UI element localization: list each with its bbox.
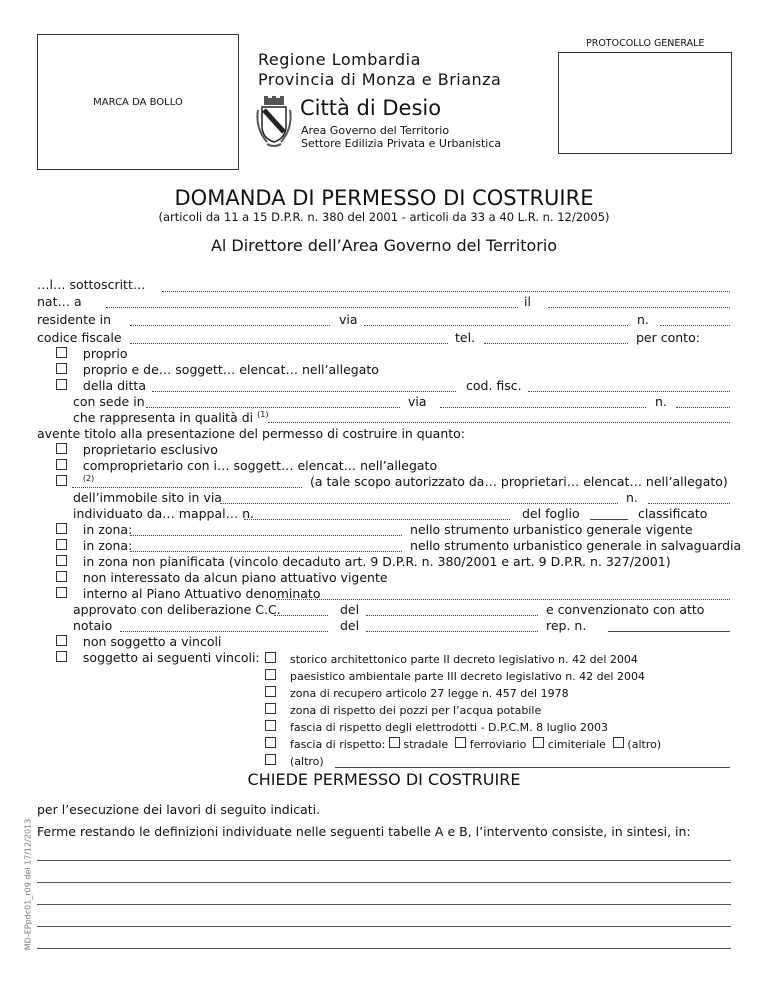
checkbox-zona-vigente[interactable]: [56, 523, 67, 534]
label-strumento-vigente: nello strumento urbanistico generale vigente: [410, 522, 693, 537]
field-zona-vigente[interactable]: [130, 535, 402, 536]
option-zona-salvaguardia[interactable]: [56, 538, 132, 553]
checkbox-vincolo[interactable]: [265, 720, 276, 731]
field-piano-attuativo[interactable]: [276, 599, 730, 600]
option-comproprietario[interactable]: [56, 458, 437, 473]
vincolo-item[interactable]: [265, 703, 541, 717]
field-deliberazione[interactable]: [274, 615, 328, 616]
option-zona-vigente[interactable]: [56, 522, 132, 537]
field-n-sede[interactable]: [676, 407, 730, 408]
label-rep: rep. n.: [546, 618, 587, 633]
vincolo-item[interactable]: [265, 720, 608, 734]
city-crest-icon: [255, 96, 293, 148]
checkbox-cimiteriale[interactable]: [533, 737, 544, 748]
field-foglio[interactable]: [590, 519, 628, 520]
label-strumento-salvaguardia: nello strumento urbanistico generale in salvaguardia: [410, 538, 742, 553]
vincolo-fascia[interactable]: [265, 737, 661, 751]
label-classificato: classificato: [638, 506, 708, 521]
label-zona-vigente: in zona:: [82, 522, 133, 537]
label-vincolo: zona di rispetto dei pozzi per l’acqua potabile: [290, 704, 542, 717]
label-del-foglio: del foglio: [522, 506, 580, 521]
label-via-sede: via: [408, 394, 427, 409]
protocol-label: PROTOCOLLO GENERALE: [586, 38, 705, 49]
label-residente: residente in: [37, 312, 112, 327]
field-sede[interactable]: [146, 407, 400, 408]
chiede-heading: CHIEDE PERMESSO DI COSTRUIRE: [247, 770, 521, 789]
field-codice-fiscale[interactable]: [130, 343, 448, 344]
label-ferroviario: ferroviario: [469, 738, 527, 751]
field-notaio[interactable]: [120, 631, 328, 632]
checkbox-fascia-altro[interactable]: [613, 737, 624, 748]
label-interno-piano: interno al Piano Attuativo denominato: [82, 586, 321, 601]
row-sottoscritto: [37, 277, 145, 292]
label-n-sede: n.: [655, 394, 667, 409]
field-rep[interactable]: [608, 631, 730, 632]
field-tel[interactable]: [484, 343, 628, 344]
option-proprio-altri[interactable]: [56, 362, 379, 377]
sector-name: Settore Edilizia Privata e Urbanistica: [301, 137, 502, 150]
vincolo-altro[interactable]: [265, 754, 324, 768]
field-vincolo-altro[interactable]: [335, 767, 730, 768]
checkbox-autorizzato[interactable]: [56, 475, 67, 486]
label-sottoscritto: …l… sottoscritt…: [37, 277, 146, 292]
checkbox-soggetto[interactable]: [56, 651, 67, 662]
checkbox-vincolo[interactable]: [265, 703, 276, 714]
label-notaio: notaio: [73, 618, 113, 633]
note-1: (1): [257, 410, 269, 419]
chiede-line-2: Ferme restando le definizioni individuate nelle seguenti tabelle A e B, l’intervento consiste, in sintesi, in:: [37, 824, 691, 839]
field-sottoscritto[interactable]: [162, 290, 730, 292]
label-fascia-altro: (altro): [627, 738, 662, 751]
option-proprio[interactable]: [56, 346, 128, 361]
field-n-immobile[interactable]: [648, 503, 730, 504]
stamp-box: [37, 34, 239, 170]
label-convenzionato: e convenzionato con atto: [546, 602, 705, 617]
field-titolo-altro[interactable]: [72, 487, 302, 488]
vincolo-item[interactable]: [265, 669, 645, 683]
label-del-atto: del: [340, 618, 360, 633]
label-vincolo: paesistico ambientale parte III decreto legislativo n. 42 del 2004: [290, 670, 645, 683]
field-data-nascita[interactable]: [548, 307, 730, 308]
option-zona-non-pianificata[interactable]: [56, 554, 671, 569]
label-autorizzato: (a tale scopo autorizzato da… proprietari… elencat… nell’allegato): [310, 474, 728, 489]
label-vincolo: fascia di rispetto degli elettrodotti - D.P.C.M. 8 luglio 2003: [290, 721, 608, 734]
label-immobile: dell’immobile sito in via: [73, 490, 222, 505]
field-zona-salvaguardia[interactable]: [130, 551, 402, 552]
label-stradale: stradale: [403, 738, 449, 751]
field-mappale[interactable]: [244, 519, 510, 520]
label-non-soggetto: non soggetto a vincoli: [82, 634, 222, 649]
option-soggetto[interactable]: [56, 650, 260, 665]
vincolo-item[interactable]: [265, 652, 638, 666]
label-vincolo: zona di recupero articolo 27 legge n. 457 del 1978: [290, 687, 569, 700]
label-il: il: [524, 294, 531, 309]
field-data-deliberazione[interactable]: [366, 615, 538, 616]
checkbox-zona-non-pianificata[interactable]: [56, 555, 67, 566]
label-proprio: proprio: [82, 346, 128, 361]
label-avente-titolo: avente titolo alla presentazione del permesso di costruire in quanto:: [37, 426, 466, 441]
field-n-residenza[interactable]: [660, 325, 730, 326]
field-luogo-nascita[interactable]: [106, 307, 518, 308]
checkbox-ferroviario[interactable]: [455, 737, 466, 748]
checkbox-proprietario[interactable]: [56, 443, 67, 454]
description-line[interactable]: [37, 948, 731, 949]
label-approvato: approvato con deliberazione C.C.: [73, 602, 281, 617]
label-rappresenta: che rappresenta in qualità di: [73, 410, 254, 426]
checkbox-interno-piano[interactable]: [56, 587, 67, 598]
label-vincolo: storico architettonico parte II decreto legislativo n. 42 del 2004: [290, 653, 638, 666]
checkbox-proprio[interactable]: [56, 347, 67, 358]
note-2: (2): [82, 474, 95, 483]
option-proprietario[interactable]: [56, 442, 218, 457]
label-via-residenza: via: [339, 312, 358, 327]
field-data-atto[interactable]: [366, 631, 538, 632]
checkbox-vincolo[interactable]: [265, 652, 276, 663]
addressee: Al Direttore dell’Area Governo del Territorio: [210, 236, 558, 255]
protocol-box: [558, 52, 732, 154]
checkbox-non-interessato[interactable]: [56, 571, 67, 582]
label-cimiteriale: cimiteriale: [547, 738, 606, 751]
stamp-label: MARCA DA BOLLO: [93, 97, 183, 108]
checkbox-stradale[interactable]: [389, 737, 400, 748]
option-non-soggetto[interactable]: [56, 634, 221, 649]
side-code: MD-EPpdc01_r09 del 17/12/2013: [23, 818, 33, 951]
label-del-deliberazione: del: [340, 602, 360, 617]
field-ditta[interactable]: [152, 391, 456, 392]
checkbox-zona-salvaguardia[interactable]: [56, 539, 67, 550]
field-via-sede[interactable]: [440, 407, 646, 408]
label-ditta: della ditta: [82, 378, 146, 393]
description-line[interactable]: [37, 882, 731, 883]
checkbox-comproprietario[interactable]: [56, 459, 67, 470]
option-ditta[interactable]: [56, 378, 146, 393]
label-con-sede: con sede in: [73, 394, 145, 409]
description-line[interactable]: [37, 904, 731, 905]
checkbox-ditta[interactable]: [56, 379, 67, 390]
label-zona-salvaguardia: in zona:: [82, 538, 133, 553]
document-title: DOMANDA DI PERMESSO DI COSTRUIRE: [174, 186, 594, 210]
label-per-conto: per conto:: [636, 330, 700, 345]
field-qualita[interactable]: [268, 422, 730, 423]
area-name: Area Governo del Territorio: [301, 124, 450, 137]
province-name: Provincia di Monza e Brianza: [258, 70, 502, 89]
document-subtitle: (articoli da 11 a 15 D.P.R. n. 380 del 2001 - articoli da 33 a 40 L.R. n. 12/2005): [158, 210, 610, 224]
label-soggetto: soggetto ai seguenti vincoli:: [82, 650, 260, 665]
label-n-residenza: n.: [637, 312, 649, 327]
option-non-interessato[interactable]: [56, 570, 388, 585]
label-fascia: fascia di rispetto:: [290, 738, 386, 751]
description-line[interactable]: [37, 860, 731, 861]
chiede-line-1: per l’esecuzione dei lavori di seguito indicati.: [37, 802, 321, 817]
label-non-interessato: non interessato da alcun piano attuativo vigente: [82, 570, 388, 585]
label-proprietario: proprietario esclusivo: [82, 442, 218, 457]
label-zona-non-pianificata: in zona non pianificata (vincolo decaduto art. 9 D.P.R. n. 380/2001 e art. 9 D.P.R. n. 327/2001): [82, 554, 671, 569]
field-residenza[interactable]: [130, 325, 330, 326]
region-name: Regione Lombardia: [258, 50, 421, 69]
checkbox-vincolo[interactable]: [265, 669, 276, 680]
field-via-immobile[interactable]: [220, 503, 618, 504]
label-nato: nat… a: [37, 294, 82, 309]
label-cod-fisc: cod. fisc.: [466, 378, 522, 393]
vincolo-item[interactable]: [265, 686, 569, 700]
label-codice-fiscale: codice fiscale: [37, 330, 122, 345]
label-individuato: individuato da… mappal… n.: [73, 506, 254, 521]
checkbox-fascia[interactable]: [265, 737, 276, 748]
label-n-immobile: n.: [626, 490, 638, 505]
field-via-residenza[interactable]: [364, 325, 628, 326]
city-name: Città di Desio: [300, 96, 442, 120]
checkbox-vincolo-altro[interactable]: [265, 754, 276, 765]
label-comproprietario: comproprietario con i… soggett… elencat… nell’allegato: [82, 458, 438, 473]
label-vincolo-altro: (altro): [290, 755, 324, 768]
description-line[interactable]: [37, 926, 731, 927]
checkbox-vincolo[interactable]: [265, 686, 276, 697]
label-tel: tel.: [455, 330, 476, 345]
checkbox-non-soggetto[interactable]: [56, 635, 67, 646]
checkbox-proprio-altri[interactable]: [56, 363, 67, 374]
label-proprio-altri: proprio e de… soggett… elencat… nell’allegato: [82, 362, 379, 377]
field-cod-fisc-ditta[interactable]: [528, 391, 730, 392]
